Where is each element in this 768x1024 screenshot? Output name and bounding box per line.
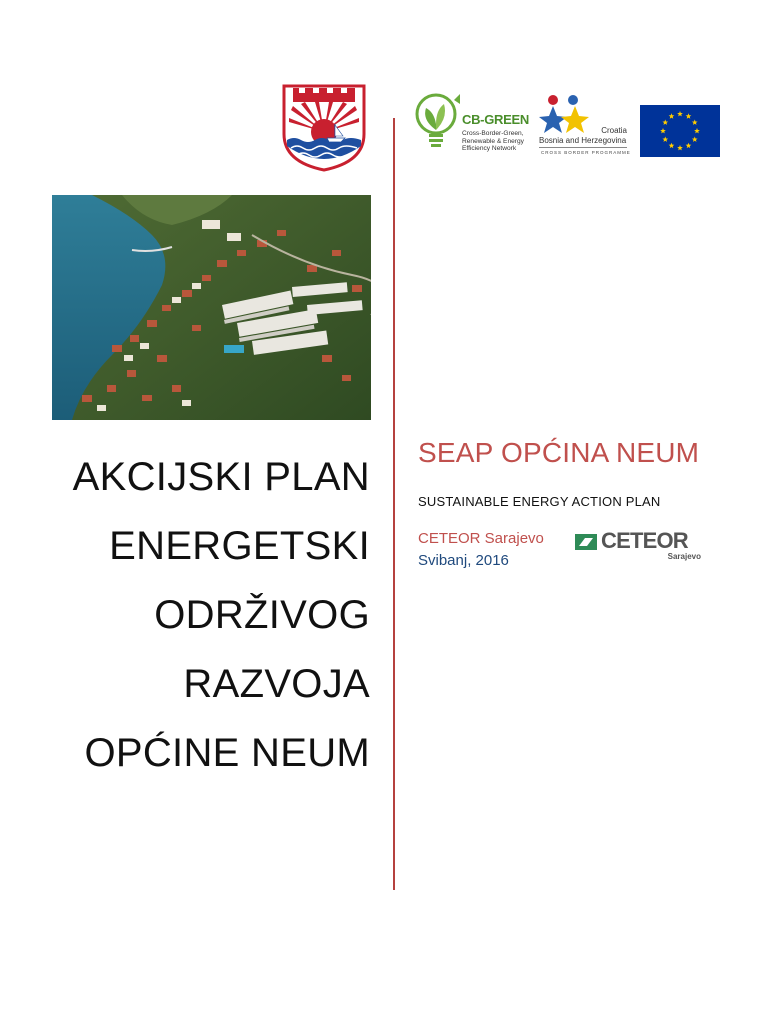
stars-icon: [539, 94, 599, 136]
cbgreen-subtitle: Cross-Border-Green, Renewable & Energy Efficiency Network: [462, 130, 524, 153]
eu-star: [694, 128, 700, 133]
eu-star: [669, 113, 675, 118]
author-label: CETEOR Sarajevo: [418, 530, 544, 547]
main-title: [40, 443, 370, 788]
ipa-line-croatia: Croatia: [601, 126, 627, 135]
title-line-1: AKCIJSKI PLAN: [72, 455, 370, 499]
eu-star: [692, 137, 698, 142]
ceteor-wordmark: CETEOR: [601, 528, 688, 553]
ceteor-sub: Sarajevo: [667, 552, 701, 561]
lightbulb-icon: [410, 90, 462, 160]
title-line-5: OPĆINE NEUM: [84, 731, 370, 775]
ipa-cross-border-logo: [537, 94, 629, 160]
eu-star: [686, 113, 692, 118]
cbgreen-title: CB-GREEN: [462, 112, 529, 127]
eu-flag-icon: [640, 105, 720, 157]
eu-star: [660, 128, 666, 133]
vertical-divider: [393, 118, 395, 890]
eu-star: [686, 143, 692, 148]
date-label: Svibanj, 2016: [418, 552, 509, 569]
neum-aerial-photo: [52, 195, 371, 420]
eu-star: [662, 137, 668, 142]
title-line-3: ODRŽIVOG: [154, 593, 370, 637]
ipa-line-programme: CROSS BORDER PROGRAMME: [541, 150, 631, 155]
cbgreen-logo: [410, 90, 534, 160]
ceteor-mark-icon: [573, 532, 601, 552]
seap-title: SEAP OPĆINA NEUM: [418, 437, 700, 468]
eu-star: [662, 120, 668, 125]
eu-star: [669, 143, 675, 148]
title-line-2: ENERGETSKI: [109, 524, 370, 568]
eu-star: [677, 111, 683, 116]
eu-star: [677, 145, 683, 150]
ipa-divider: [539, 147, 627, 148]
eu-star: [692, 120, 698, 125]
ipa-line-bih: Bosnia and Herzegovina: [539, 136, 627, 145]
title-line-4: RAZVOJA: [183, 662, 370, 706]
coat-of-arms-icon: [279, 82, 369, 172]
seap-subtitle: SUSTAINABLE ENERGY ACTION PLAN: [418, 494, 661, 509]
ceteor-logo: [573, 528, 703, 564]
